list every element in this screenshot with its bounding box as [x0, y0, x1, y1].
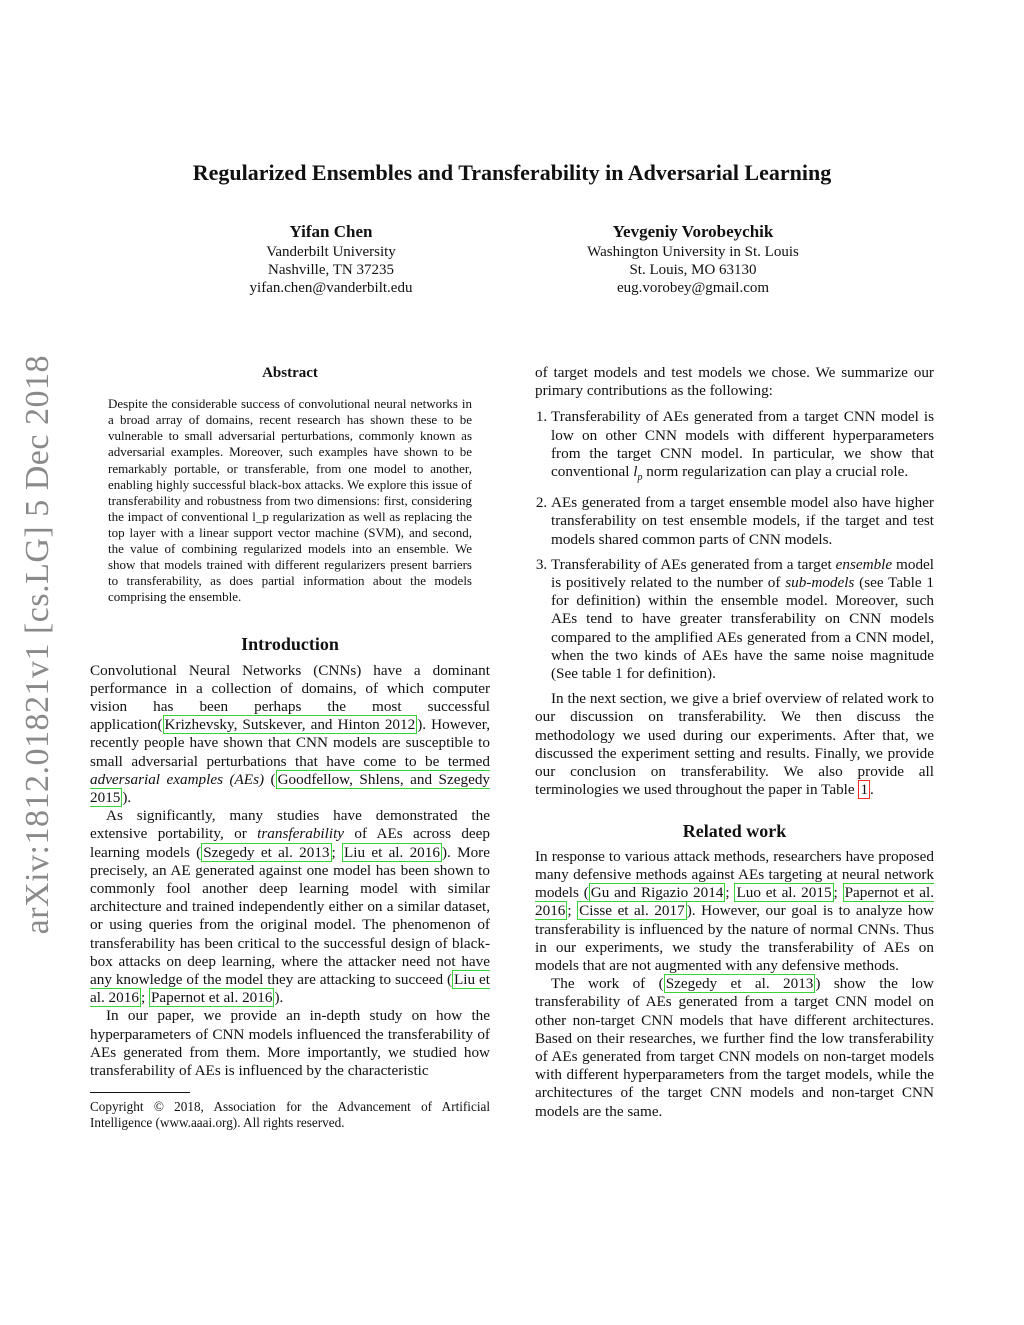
- citation-link[interactable]: Papernot et al. 2016: [535, 884, 934, 920]
- body-paragraph: In the next section, we give a brief overview of related work to our discussion on transferability. We then discuss the methodology we used during our experiments. After that, we discussed the experiment setting and results. Finally, we provide our conclusion on transferability. We also provide all terminologies we used throughout the paper in Table 1 .: [535, 690, 934, 799]
- contribution-item: 2. AEs generated from a target ensemble model also have higher transferability on test ensemble models, if the target and test models shared common parts of CNN models.: [551, 494, 934, 549]
- footnote-rule: [90, 1092, 190, 1093]
- citation-link[interactable]: Liu et al. 2016: [90, 971, 490, 1007]
- citation-link[interactable]: Luo et al. 2015: [736, 884, 832, 902]
- related-work-heading: Related work: [682, 820, 787, 841]
- citation-link[interactable]: Szegedy et al. 2013: [665, 975, 814, 993]
- intro-paragraph-1: Convolutional Neural Networks (CNNs) have a dominant performance in a collection of domains, of which computer vision has been perhaps the most successful application( Krizhevsky, Sutskever, and Hinton 2012 ). However, recently people have shown that CNN models are susceptible to small adversarial perturbations that have come to be termed adversarial examples (AEs) ( Goodfellow, Shlens, and Szegedy 2015 ).: [90, 661, 491, 807]
- abstract-text: Despite the considerable success of convolutional neural networks in a broad array of domains, recent research has shown these to be vulnerable to small adversarial perturbations, commonly known as adversarial examples. Moreover, such examples have shown to be remarkably portable, or transferable, from one model to another, enabling highly successful black-box attacks. We explore this issue of transferability and robustness from two dimensions: first, considering the impact of conventional l_p regularization as well as replacing the top layer with a linear support vector machine (SVM), and second, the value of combining regularized models into an ensemble. We show that models trained with different regularizers present barriers to transferability, as does partial information about the models comprising the ensemble.: [108, 396, 472, 605]
- intro-paragraph-2: As significantly, many studies have demonstrated the extensive portability, or transferability of AEs across deep learning models ( Szegedy et al. 2013 ; Liu et al. 2016 ). More precisely, an AE generated against one model has been shown to commonly fool another deep learning model with similar architecture and trained independently either on a similar dataset, or using queries from the original model. The phenomenon of transferability has been critical to the successful design of black-box attacks on deep learning, where the attacker need not have any knowledge of the model they are attacking to succeed ( Liu et al. 2016 ; Papernot et al. 2016 ).: [90, 807, 490, 1007]
- author-affiliation: Washington University in St. Louis: [587, 244, 799, 260]
- author-address: Nashville, TN 37235: [268, 262, 394, 278]
- table-reference-link[interactable]: 1: [860, 781, 869, 799]
- author-address: St. Louis, MO 63130: [629, 262, 757, 278]
- author-name: Yifan Chen: [289, 222, 373, 241]
- author-email: yifan.chen@vanderbilt.edu: [249, 280, 413, 296]
- author-email: eug.vorobey@gmail.com: [616, 280, 770, 296]
- left-column: [90, 364, 490, 1131]
- contributions-list: [535, 408, 934, 683]
- citation-link[interactable]: Gu and Rigazio 2014: [590, 884, 724, 902]
- introduction-heading: Introduction: [241, 634, 339, 655]
- right-column: [535, 364, 934, 1121]
- author-affiliation: Vanderbilt University: [266, 244, 396, 260]
- author-block-1: [181, 223, 481, 297]
- paper-title: Regularized Ensembles and Transferability in Adversarial Learning: [192, 160, 832, 185]
- body-paragraph: of target models and test models we chose. We summarize our primary contributions as the following:: [535, 364, 934, 400]
- citation-link[interactable]: Szegedy et al. 2013: [203, 843, 330, 861]
- contribution-item: 1. Transferability of AEs generated from a target CNN model is low on other CNN models with different hyperparameters from the target CNN model. In particular, we show that conventional $l_p$ norm regularization can play a crucial role.: [551, 408, 934, 487]
- citation-link[interactable]: Goodfellow, Shlens, and Szegedy 2015: [90, 770, 491, 807]
- citation-link[interactable]: Cisse et al. 2017: [579, 902, 685, 920]
- citation-link[interactable]: Papernot et al. 2016: [150, 989, 273, 1007]
- contribution-item: 3. Transferability of AEs generated from a target ensemble model is positively related to the number of sub-models (see Table 1 for definition) within the ensemble model. Moreover, such AEs tend to have greater transferability on CNN models compared to the amplified AEs generated from a CNN model, when the two kinds of AEs have the same noise magnitude (See table 1 for definition).: [551, 556, 934, 683]
- abstract-heading: Abstract: [262, 365, 318, 381]
- intro-paragraph-3: In our paper, we provide an in-depth study on how the hyperparameters of CNN models influenced the transferability of AEs generated from them. More importantly, we studied how transferability of AEs is influenced by the characteristic: [90, 1007, 490, 1080]
- arxiv-identifier: arXiv:1812.01821v1 [cs.LG] 5 Dec 2018: [19, 355, 56, 935]
- copyright-footnote: Copyright © 2018, Association for the Advancement of Artificial Intelligence (www.aaai.org). All rights reserved.: [90, 1099, 490, 1131]
- related-paragraph-1: In response to various attack methods, researchers have proposed many defensive methods against AEs targeting at neural network models ( Gu and Rigazio 2014 ; Luo et al. 2015 ; Papernot et al. 2016 ; Cisse et al. 2017 ). However, our goal is to analyze how transferability is influenced by the nature of normal CNNs. Thus in our experiments, we study the transferability of AEs on models that are not augmented with any defensive methods.: [535, 847, 934, 974]
- related-paragraph-2: The work of ( Szegedy et al. 2013 ) show the low transferability of AEs generated from a target CNN model on other non-target CNN models that have different architectures. Based on their researches, we further find the low transferability of AEs generated from target CNN models on non-target models with different hyperparameters from the target models, while the architectures of the target CNN models and non-target CNN models are the same.: [535, 975, 934, 1120]
- citation-link[interactable]: Liu et al. 2016: [344, 843, 440, 861]
- citation-link[interactable]: Krizhevsky, Sutskever, and Hinton 2012: [164, 716, 416, 734]
- author-block-2: [543, 223, 843, 297]
- author-name: Yevgeniy Vorobeychik: [612, 222, 774, 241]
